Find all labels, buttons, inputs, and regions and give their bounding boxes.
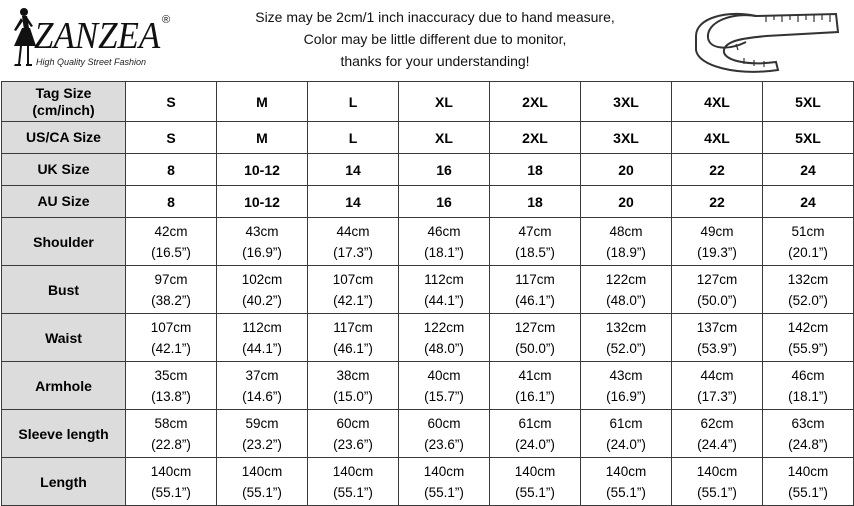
- size-cell: M: [217, 82, 308, 122]
- brand-name: ZANZEA: [34, 15, 161, 57]
- size-cell: XL: [399, 122, 490, 154]
- measurement-cm: 49cm: [700, 223, 734, 239]
- measurement-cm: 35cm: [154, 367, 188, 383]
- measurement-cell: [126, 458, 217, 506]
- measurement-cell: [126, 410, 217, 458]
- measurement-inch: (16.9”): [606, 388, 646, 404]
- measurement-label: Waist: [2, 314, 126, 362]
- measurement-cm: 132cm: [605, 319, 647, 335]
- measurement-row: [2, 314, 854, 362]
- size-cell: 20: [581, 154, 672, 186]
- size-row: [2, 154, 854, 186]
- measurement-cm: 58cm: [154, 415, 188, 431]
- measurement-inch: (50.0”): [515, 340, 555, 356]
- size-row: [2, 122, 854, 154]
- size-cell: L: [308, 122, 399, 154]
- measurement-cm: 37cm: [245, 367, 279, 383]
- measurement-cm: 140cm: [241, 463, 283, 479]
- brand-logo: [2, 6, 177, 72]
- measurement-inch: (24.8”): [788, 436, 828, 452]
- measurement-cm: 47cm: [518, 223, 552, 239]
- measurement-cell: [308, 266, 399, 314]
- measurement-cell: [399, 266, 490, 314]
- size-cell: 3XL: [581, 82, 672, 122]
- measurement-cm: 107cm: [332, 271, 374, 287]
- measurement-row: [2, 458, 854, 506]
- measurement-cell: [490, 314, 581, 362]
- measurement-cm: 44cm: [700, 367, 734, 383]
- measurement-cm: 140cm: [787, 463, 829, 479]
- measurement-label: Armhole: [2, 362, 126, 410]
- size-cell: S: [126, 122, 217, 154]
- size-cell: 8: [126, 154, 217, 186]
- measurement-cm: 127cm: [514, 319, 556, 335]
- measurement-label: Shoulder: [2, 218, 126, 266]
- measurement-cell: [763, 410, 854, 458]
- measurement-inch: (16.5”): [151, 244, 191, 260]
- measurement-cm: 41cm: [518, 367, 552, 383]
- measurement-cell: [672, 458, 763, 506]
- measurement-rows: [2, 218, 854, 506]
- registered-mark: ®: [162, 14, 171, 26]
- size-row-label-text: US/CA Size: [26, 129, 101, 145]
- measurement-inch: (24.0”): [606, 436, 646, 452]
- measurement-cell: [217, 410, 308, 458]
- measurement-row: [2, 410, 854, 458]
- measurement-cell: [490, 266, 581, 314]
- measurement-inch: (16.1”): [515, 388, 555, 404]
- measurement-inch: (15.0”): [333, 388, 373, 404]
- measurement-cell: [763, 266, 854, 314]
- measurement-inch: (23.6”): [333, 436, 373, 452]
- measurement-cell: [581, 458, 672, 506]
- measurement-inch: (23.6”): [424, 436, 464, 452]
- size-row-label-text: Tag Size: [35, 84, 92, 101]
- size-rows: [2, 82, 854, 218]
- size-cell: 2XL: [490, 122, 581, 154]
- measurement-inch: (50.0”): [697, 292, 737, 308]
- measurement-inch: (42.1”): [151, 340, 191, 356]
- measurement-inch: (40.2”): [242, 292, 282, 308]
- size-cell: 24: [763, 186, 854, 218]
- measurement-cell: [308, 458, 399, 506]
- measurement-cm: 60cm: [336, 415, 370, 431]
- measurement-cell: [217, 458, 308, 506]
- measurement-inch: (15.7”): [424, 388, 464, 404]
- measurement-inch: (14.6”): [242, 388, 282, 404]
- size-cell: L: [308, 82, 399, 122]
- measurement-cm: 102cm: [241, 271, 283, 287]
- measurement-cm: 140cm: [514, 463, 556, 479]
- measuring-tape-icon: [686, 6, 846, 74]
- size-cell: 5XL: [763, 82, 854, 122]
- measurement-cm: 48cm: [609, 223, 643, 239]
- measurement-inch: (44.1”): [424, 292, 464, 308]
- measurement-cm: 140cm: [150, 463, 192, 479]
- measurement-cm: 117cm: [515, 271, 555, 287]
- measurement-inch: (19.3”): [697, 244, 737, 260]
- measurement-cm: 112cm: [424, 271, 464, 287]
- size-cell: 16: [399, 186, 490, 218]
- measurement-cm: 43cm: [245, 223, 279, 239]
- measurement-cm: 112cm: [242, 319, 282, 335]
- measurement-inch: (18.9”): [606, 244, 646, 260]
- measurement-inch: (18.5”): [515, 244, 555, 260]
- size-cell: 18: [490, 154, 581, 186]
- measurement-label: Length: [2, 458, 126, 506]
- measurement-inch: (23.2”): [242, 436, 282, 452]
- size-cell: M: [217, 122, 308, 154]
- measurement-inch: (17.3”): [333, 244, 373, 260]
- measurement-cm: 38cm: [336, 367, 370, 383]
- measurement-cm: 63cm: [791, 415, 825, 431]
- measurement-cell: [490, 410, 581, 458]
- size-cell: 14: [308, 186, 399, 218]
- measurement-cell: [217, 218, 308, 266]
- measurement-inch: (48.0”): [606, 292, 646, 308]
- measurement-inch: (53.9”): [697, 340, 737, 356]
- measurement-cell: [126, 362, 217, 410]
- measurement-cm: 140cm: [696, 463, 738, 479]
- measurement-cm: 62cm: [700, 415, 734, 431]
- size-cell: 20: [581, 186, 672, 218]
- size-cell: 8: [126, 186, 217, 218]
- measurement-cell: [217, 314, 308, 362]
- measurement-inch: (55.1”): [515, 484, 555, 500]
- measurement-inch: (22.8”): [151, 436, 191, 452]
- size-cell: 4XL: [672, 122, 763, 154]
- measurement-cell: [581, 410, 672, 458]
- measurement-inch: (24.4”): [697, 436, 737, 452]
- measurement-cm: 140cm: [332, 463, 374, 479]
- measurement-cell: [672, 410, 763, 458]
- measurement-cell: [126, 218, 217, 266]
- measurement-cell: [399, 362, 490, 410]
- measurement-cm: 60cm: [427, 415, 461, 431]
- size-cell: 22: [672, 154, 763, 186]
- size-row-label-unit: (cm/inch): [32, 101, 95, 118]
- measurement-inch: (16.9”): [242, 244, 282, 260]
- measurement-inch: (17.3”): [697, 388, 737, 404]
- measurement-cm: 122cm: [423, 319, 465, 335]
- header: [0, 0, 854, 80]
- size-cell: 18: [490, 186, 581, 218]
- measurement-inch: (48.0”): [424, 340, 464, 356]
- measurement-row: [2, 266, 854, 314]
- measurement-inch: (55.1”): [242, 484, 282, 500]
- size-cell: 2XL: [490, 82, 581, 122]
- size-row-label: [2, 186, 126, 218]
- size-row-label-text: AU Size: [37, 193, 90, 209]
- measurement-inch: (18.1”): [788, 388, 828, 404]
- measurement-cell: [399, 458, 490, 506]
- measurement-cell: [581, 266, 672, 314]
- measurement-cell: [672, 362, 763, 410]
- measurement-cell: [308, 410, 399, 458]
- measurement-cm: 140cm: [423, 463, 465, 479]
- measurement-inch: (52.0”): [788, 292, 828, 308]
- measurement-cm: 97cm: [154, 271, 188, 287]
- measurement-cell: [763, 218, 854, 266]
- size-cell: 4XL: [672, 82, 763, 122]
- measurement-cell: [126, 314, 217, 362]
- measurement-cell: [763, 458, 854, 506]
- measurement-cell: [581, 362, 672, 410]
- measurement-cm: 61cm: [518, 415, 552, 431]
- measurement-cm: 59cm: [245, 415, 279, 431]
- measurement-inch: (55.9”): [788, 340, 828, 356]
- measurement-inch: (42.1”): [333, 292, 373, 308]
- measurement-cell: [763, 314, 854, 362]
- measurement-inch: (13.8”): [151, 388, 191, 404]
- measurement-cm: 127cm: [696, 271, 738, 287]
- measurement-cm: 40cm: [427, 367, 461, 383]
- measurement-cm: 46cm: [791, 367, 825, 383]
- measurement-cm: 137cm: [696, 319, 738, 335]
- measurement-inch: (52.0”): [606, 340, 646, 356]
- notice-line-3: thanks for your understanding!: [340, 53, 530, 69]
- measurement-inch: (55.1”): [606, 484, 646, 500]
- size-cell: S: [126, 82, 217, 122]
- measurement-cell: [672, 266, 763, 314]
- size-row-label: [2, 154, 126, 186]
- measurement-cell: [308, 362, 399, 410]
- size-row-label: [2, 122, 126, 154]
- size-cell: 22: [672, 186, 763, 218]
- measurement-cell: [490, 362, 581, 410]
- size-cell: 14: [308, 154, 399, 186]
- size-cell: 10-12: [217, 154, 308, 186]
- measurement-cell: [308, 314, 399, 362]
- measurement-cell: [490, 458, 581, 506]
- size-row-label: [2, 82, 126, 122]
- size-row: [2, 82, 854, 122]
- measurement-row: [2, 362, 854, 410]
- measurement-cm: 42cm: [154, 223, 188, 239]
- size-cell: 10-12: [217, 186, 308, 218]
- measurement-cell: [581, 314, 672, 362]
- notice-line-2: Color may be little different due to monitor,: [303, 31, 567, 47]
- measurement-cell: [217, 362, 308, 410]
- measurement-cell: [490, 218, 581, 266]
- measurement-inch: (55.1”): [697, 484, 737, 500]
- measurement-cell: [581, 218, 672, 266]
- measurement-inch: (55.1”): [151, 484, 191, 500]
- measurement-cm: 142cm: [787, 319, 829, 335]
- measurement-inch: (55.1”): [788, 484, 828, 500]
- measurement-cm: 117cm: [333, 319, 373, 335]
- measurement-cell: [399, 410, 490, 458]
- size-cell: 16: [399, 154, 490, 186]
- measurement-cell: [672, 314, 763, 362]
- measurement-notice: [190, 6, 680, 72]
- size-cell: XL: [399, 82, 490, 122]
- measurement-cell: [126, 266, 217, 314]
- size-cell: 3XL: [581, 122, 672, 154]
- measurement-cm: 46cm: [427, 223, 461, 239]
- measurement-row: [2, 218, 854, 266]
- measurement-cm: 51cm: [791, 223, 825, 239]
- measurement-cell: [308, 218, 399, 266]
- size-chart-table: [1, 81, 854, 506]
- measurement-cell: [399, 218, 490, 266]
- measurement-label: Bust: [2, 266, 126, 314]
- measurement-cell: [217, 266, 308, 314]
- measurement-inch: (24.0”): [515, 436, 555, 452]
- measurement-cm: 140cm: [605, 463, 647, 479]
- measurement-cm: 43cm: [609, 367, 643, 383]
- size-row-label-text: UK Size: [37, 161, 90, 177]
- measurement-cell: [763, 362, 854, 410]
- measurement-cell: [399, 314, 490, 362]
- size-cell: 24: [763, 154, 854, 186]
- measurement-cm: 132cm: [787, 271, 829, 287]
- brand-tagline: High Quality Street Fashion: [36, 57, 147, 67]
- measurement-inch: (38.2”): [151, 292, 191, 308]
- measurement-inch: (46.1”): [515, 292, 555, 308]
- measurement-inch: (46.1”): [333, 340, 373, 356]
- notice-line-1: Size may be 2cm/1 inch inaccuracy due to hand measure,: [255, 9, 615, 25]
- measurement-cm: 44cm: [336, 223, 370, 239]
- measurement-inch: (20.1”): [788, 244, 828, 260]
- size-cell: 5XL: [763, 122, 854, 154]
- measurement-cm: 107cm: [150, 319, 192, 335]
- measurement-cm: 61cm: [609, 415, 643, 431]
- measurement-inch: (44.1”): [242, 340, 282, 356]
- measurement-label: Sleeve length: [2, 410, 126, 458]
- measurement-inch: (18.1”): [424, 244, 464, 260]
- measurement-cell: [672, 218, 763, 266]
- measurement-cm: 122cm: [605, 271, 647, 287]
- size-row: [2, 186, 854, 218]
- measurement-inch: (55.1”): [424, 484, 464, 500]
- measurement-inch: (55.1”): [333, 484, 373, 500]
